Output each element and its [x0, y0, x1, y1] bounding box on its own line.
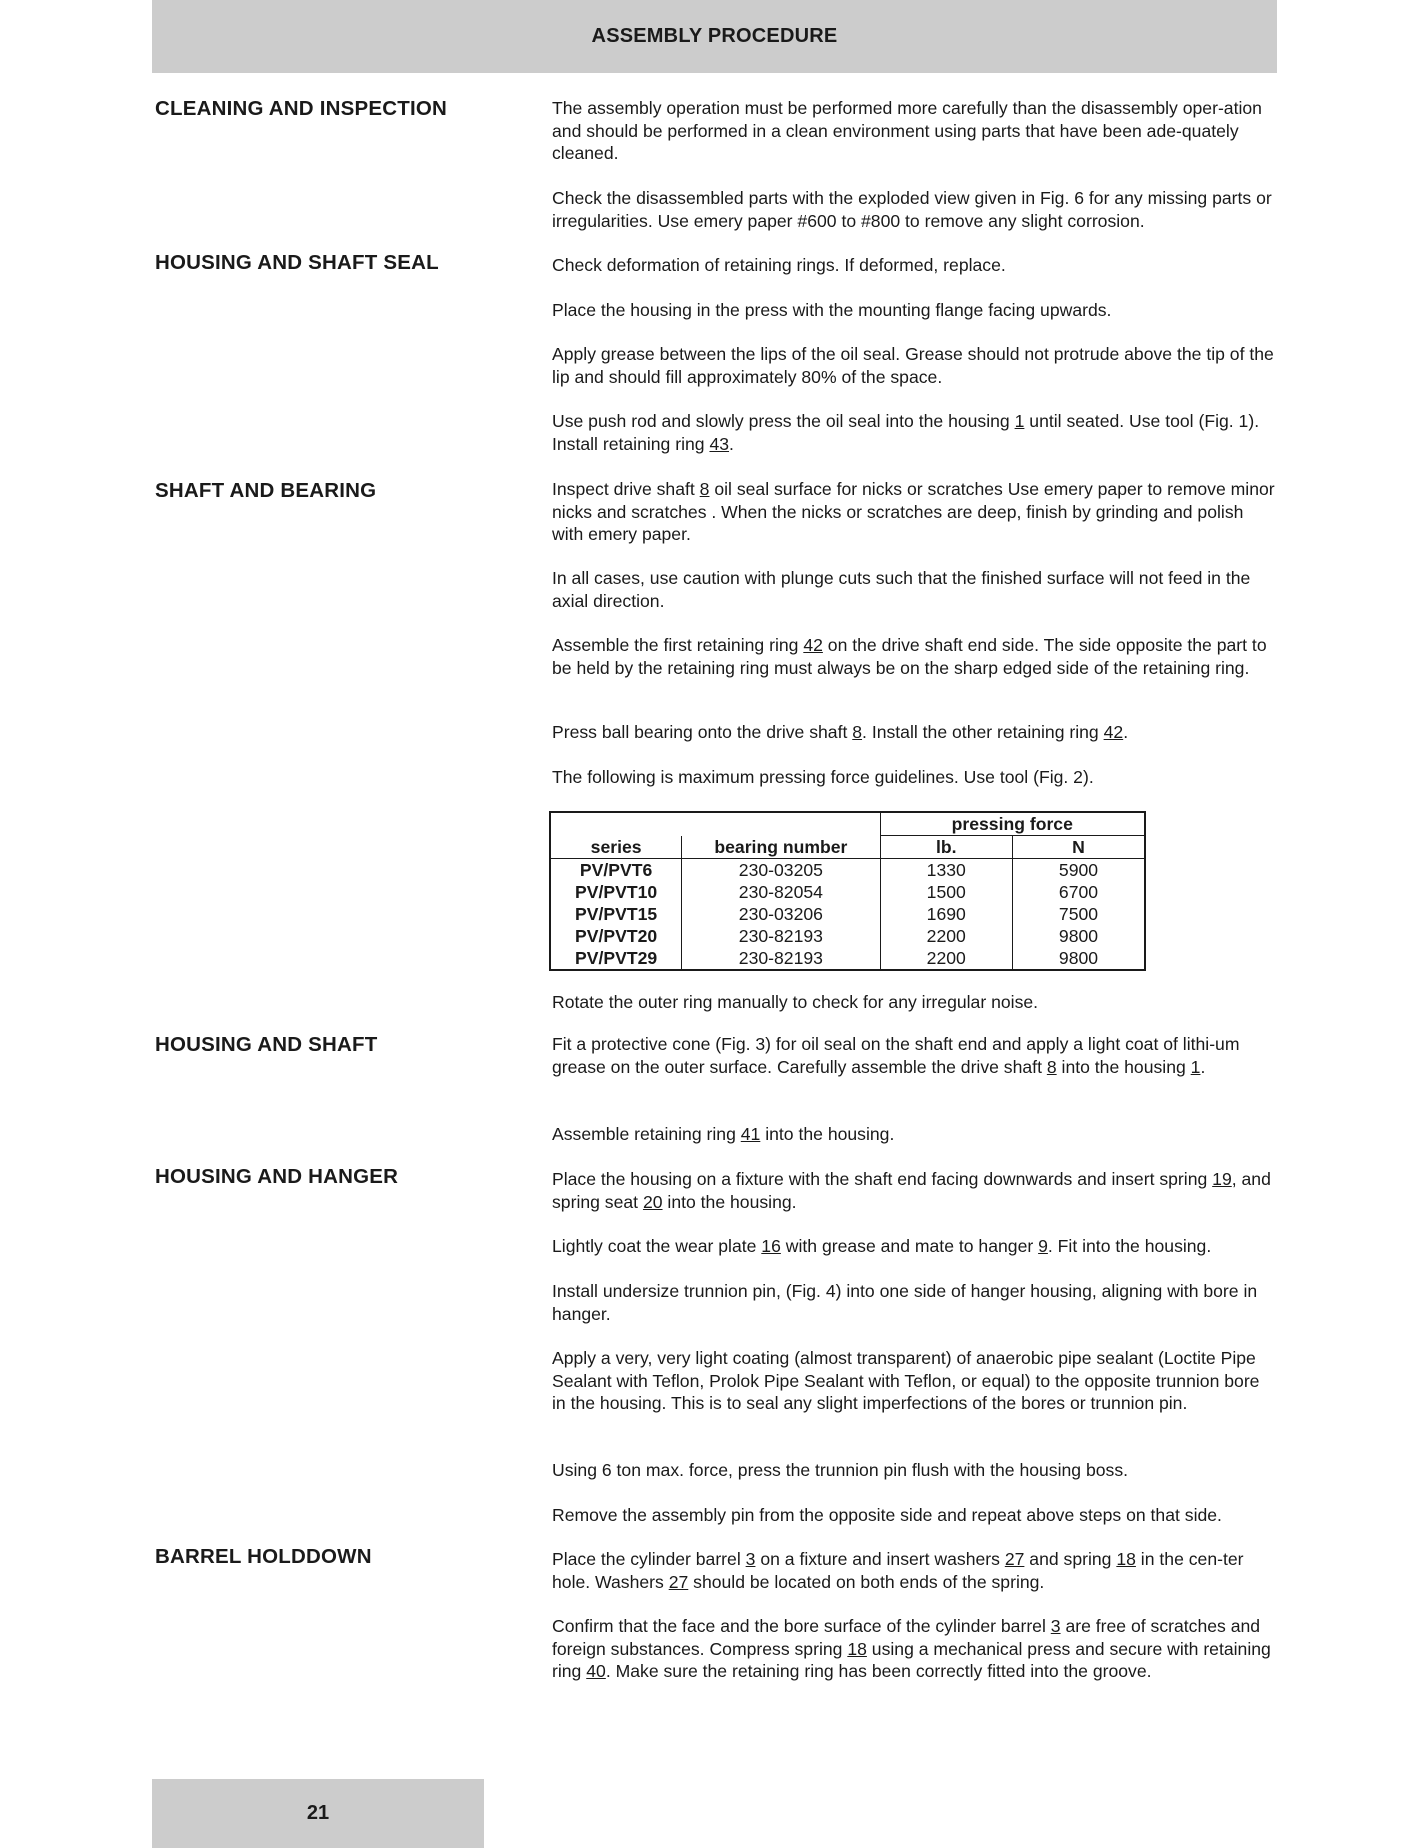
part-ref: 41 [740, 1124, 761, 1144]
table-cell: 230-82193 [682, 947, 880, 970]
paragraph-4: Place the housing in the press with the mounting flange facing upwards. [552, 300, 1112, 320]
section-heading-housing-seal: HOUSING AND SHAFT SEAL [155, 251, 439, 274]
section-heading-shaft-bearing: SHAFT AND BEARING [155, 479, 377, 502]
table-row [550, 859, 1145, 882]
table-group-header-row [550, 812, 1145, 836]
column-header: series [550, 836, 682, 859]
part-ref: 1 [1190, 1056, 1201, 1077]
table-cell: 2200 [880, 925, 1012, 947]
table-cell: 1690 [880, 903, 1012, 925]
section-heading-housing-hanger: HOUSING AND HANGER [155, 1165, 399, 1188]
section-heading-barrel: BARREL HOLDDOWN [155, 1545, 372, 1568]
part-ref: 1 [1014, 411, 1025, 431]
part-ref: 18 [1116, 1549, 1136, 1569]
paragraph-6: Use push rod and slowly press the oil seal into the housing 1 until seated. Use tool (Fig. 1). Install retaining ring 43. [552, 411, 1260, 454]
paragraph-8: In all cases, use caution with plunge cuts such that the finished surface will not feed in the axial direction. [552, 568, 1251, 611]
table-cell: PV/PVT10 [575, 882, 658, 902]
paragraph-7: Inspect drive shaft 8 oil seal surface for nicks or scratches Use emery paper to remove minor nicks and scratches . When the nicks or scratches are deep, finish by grinding and polish with emery paper. [552, 479, 1275, 544]
paragraph-10: Press ball bearing onto the drive shaft 8. Install the other retaining ring 42. [552, 722, 1129, 742]
paragraph-5: Apply grease between the lips of the oil seal. Grease should not protrude above the tip of the lip and should fill approximately 80% of the space. [552, 344, 1274, 387]
paragraph-15: Place the housing on a fixture with the shaft end facing downwards and insert spring 19, and spring seat 20 into the housing. [552, 1169, 1271, 1212]
part-ref: 42 [803, 635, 823, 655]
table-header-row [550, 836, 1145, 859]
part-ref: 43 [709, 433, 730, 454]
table-cell: PV/PVT29 [575, 948, 658, 968]
table-cell: 7500 [1012, 903, 1145, 925]
table-cell: 230-82054 [682, 881, 880, 903]
pressing-force-table [549, 811, 1146, 971]
column-header: bearing number [682, 836, 880, 859]
part-ref: 9 [1038, 1236, 1048, 1256]
table-cell: PV/PVT20 [575, 926, 658, 946]
paragraph-11: The following is maximum pressing force guidelines. Use tool (Fig. 2). [552, 767, 1094, 787]
part-ref: 42 [1103, 722, 1124, 742]
part-ref: 8 [1046, 1056, 1057, 1077]
table-row [550, 925, 1145, 947]
table-cell: 1330 [880, 859, 1012, 882]
part-ref: 3 [1050, 1616, 1061, 1636]
section-heading-housing-shaft: HOUSING AND SHAFT [155, 1033, 378, 1056]
paragraph-1: The assembly operation must be performed more carefully than the disassembly oper-ation and should be performed in a clean environment using parts that have been ade-quately cleaned. [552, 98, 1262, 163]
paragraph-20: Remove the assembly pin from the opposite side and repeat above steps on that side. [552, 1505, 1222, 1525]
table-cell: 9800 [1012, 925, 1145, 947]
table-cell: PV/PVT15 [575, 904, 658, 924]
paragraph-21: Place the cylinder barrel 3 on a fixture and insert washers 27 and spring 18 in the cen-ter hole. Washers 27 should be located on both ends of the spring. [552, 1549, 1244, 1592]
table-row [550, 881, 1145, 903]
table-cell: 230-82193 [682, 925, 880, 947]
paragraph-9: Assemble the first retaining ring 42 on the drive shaft end side. The side opposite the part to be held by the retaining ring must always be on the sharp edged side of the retaining ring. [552, 635, 1267, 678]
table-cell: 230-03206 [682, 903, 880, 925]
paragraph-13: Fit a protective cone (Fig. 3) for oil seal on the shaft end and apply a light coat of lithi-um grease on the outer surface. Carefully assemble the drive shaft 8 into the housing 1. [552, 1034, 1240, 1077]
column-header: lb. [880, 836, 1012, 859]
part-ref: 27 [1004, 1549, 1025, 1569]
table-cell: 5900 [1012, 859, 1145, 882]
paragraph-12: Rotate the outer ring manually to check for any irregular noise. [552, 992, 1039, 1012]
table-cell: 230-03205 [682, 859, 880, 882]
part-ref: 40 [586, 1661, 606, 1681]
table-row [550, 903, 1145, 925]
part-ref: 3 [745, 1549, 756, 1569]
column-header: N [1012, 836, 1145, 859]
part-ref: 18 [847, 1638, 867, 1659]
table-cell: PV/PVT6 [579, 860, 653, 880]
part-ref: 8 [699, 479, 710, 499]
part-ref: 16 [761, 1236, 781, 1256]
part-ref: 19 [1212, 1169, 1232, 1189]
table-row [550, 947, 1145, 970]
header-bar [152, 0, 1277, 73]
part-ref: 27 [668, 1571, 689, 1592]
page-number: 21 [306, 1802, 330, 1824]
group-header-pressing-force: pressing force [880, 812, 1145, 836]
section-heading-cleaning: CLEANING AND INSPECTION [155, 97, 447, 120]
paragraph-19: Using 6 ton max. force, press the trunnion pin flush with the housing boss. [552, 1460, 1129, 1480]
table-cell: 1500 [880, 881, 1012, 903]
paragraph-22: Confirm that the face and the bore surface of the cylinder barrel 3 are free of scratches and foreign substances. Compress spring 18 using a mechanical press and secure with retaining ring 40. Make sure the retaining ring has been correctly fitted into the groove. [552, 1616, 1271, 1681]
paragraph-16: Lightly coat the wear plate 16 with grease and mate to hanger 9. Fit into the housing. [552, 1236, 1212, 1256]
table-cell: 6700 [1012, 881, 1145, 903]
paragraph-3: Check deformation of retaining rings. If deformed, replace. [552, 255, 1006, 275]
page-title: ASSEMBLY PROCEDURE [591, 25, 838, 47]
part-ref: 20 [642, 1191, 663, 1212]
table-cell: 9800 [1012, 947, 1145, 970]
paragraph-17: Install undersize trunnion pin, (Fig. 4) into one side of hanger housing, aligning with bore in hanger. [552, 1281, 1258, 1324]
table-cell: 2200 [880, 947, 1012, 970]
paragraph-2: Check the disassembled parts with the exploded view given in Fig. 6 for any missing parts or irregularities. Use emery paper #600 to #800 to remove any slight corrosion. [552, 188, 1272, 231]
footer-bar [152, 1779, 484, 1848]
paragraph-18: Apply a very, very light coating (almost transparent) of anaerobic pipe sealant (Loctite Pipe Sealant with Teflon, Prolok Pipe Sealant with Teflon, or equal) to the opposite trunnion bore in the housing. This is to seal any slight imperfections of the bores or trunnion pin. [552, 1348, 1260, 1413]
part-ref: 8 [852, 722, 863, 742]
paragraph-14: Assemble retaining ring 41 into the housing. [552, 1124, 895, 1144]
